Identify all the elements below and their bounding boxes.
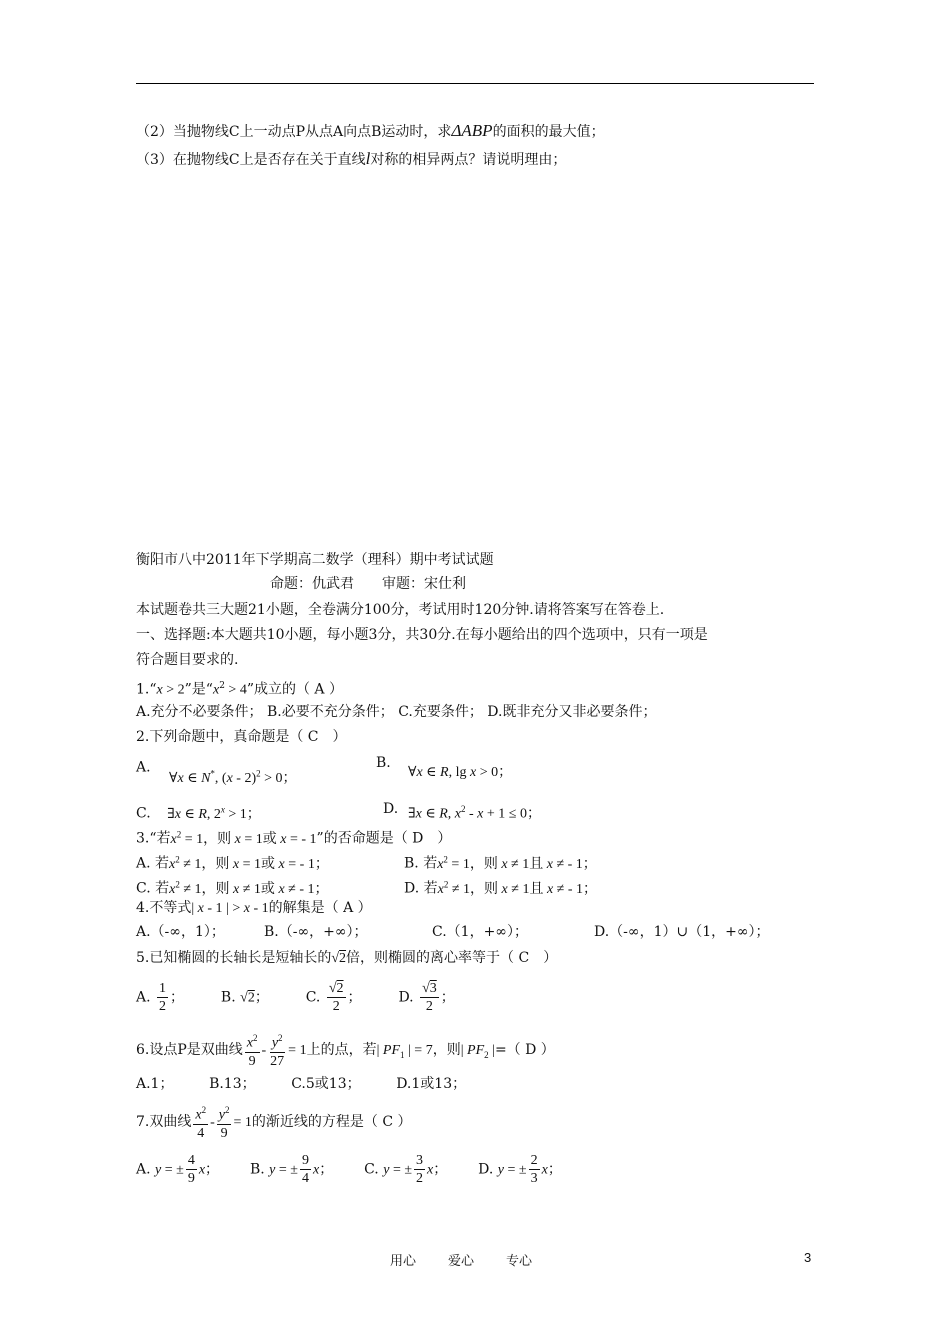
text: ”的否命题是（ D ） [316, 830, 452, 847]
question-3-options-cd: C. 若$x^2 \ne 1$，则 x ≠ 1或 x ≠ - 1； D. 若$x^2 \ne 1$，则 x ≠ 1且 x ≠ - 1； [136, 874, 329, 900]
question-4-options [136, 922, 770, 942]
exam-authors: 命题：仇武君 审题：宋仕利 [270, 576, 466, 592]
question-6: 6.设点P是双曲线 $\frac{x^2}{9}$ - $\frac{y^2}{27}$ = 1上的点，若| $PF_1$ | = 7，则| $PF_2$ |=（ D ） [136, 1030, 555, 1072]
text: 倍，则椭圆的离心率等于（ C ） [346, 950, 558, 966]
question-7: 7.双曲线 $\frac{x^2}{4}$ - $\frac{y^2}{9}$ = 1的渐近线的方程是（ C ） [136, 1102, 412, 1142]
text: 5.已知椭圆的长轴长是短轴长的 [136, 950, 332, 966]
question-2: 2.下列命题中，真命题是（ C ） [136, 729, 347, 745]
math-line-l: l [365, 149, 371, 168]
text: 7.双曲线 [136, 1113, 192, 1130]
text: 的面积的最大值； [492, 124, 605, 140]
text: 6.设点P是双曲线 [136, 1041, 243, 1058]
math: x [212, 682, 220, 698]
text: 3.“若 [136, 830, 171, 847]
text: 1.“ [136, 681, 157, 698]
option-d-label: D. 若 [404, 880, 438, 897]
option-c-label: C. [305, 989, 321, 1006]
question-7-options: A. y = ± $\frac{4}{9}$ x； B. y = ± $\frac{9}{4}$ x； C. y = ± $\frac{3}{2}$ x； D. y = ± $\frac{2}{3}$ x； [136, 1153, 562, 1186]
option-c: C.（1，+∞）； [432, 924, 528, 940]
option-c-label: C. [136, 805, 151, 822]
option-a-math: ∀x ∈ N*, (x - 2)$^2$ > 0； [169, 768, 297, 786]
footer-word: 专心 [506, 1254, 533, 1269]
option-b-label: B. [376, 755, 391, 771]
text: 对称的相异两点？请说明理由； [370, 152, 567, 168]
option-a-label: A. 若 [136, 855, 170, 872]
exam-intro: 本试题卷共三大题21小题，全卷满分100分，考试用时120分钟.请将答案写在答卷上. [136, 602, 665, 618]
section-1-heading: 一、选择题:本大题共10小题，每小题3分，共30分.在每小题给出的四个选项中，只有一项是 [136, 627, 708, 643]
option-d-label: D. [383, 801, 399, 817]
question-2-options-ab [136, 753, 513, 786]
option-a-label: A. [136, 989, 151, 1006]
text: 的渐近线的方程是（ C ） [251, 1113, 412, 1130]
option-d: D.（-∞，1）∪（1，+∞）； [594, 924, 770, 940]
question-6-options: A.1； B.13； C.5或13； D.1或13； [136, 1076, 467, 1092]
option-b-label: B. 若 [404, 855, 438, 872]
text: ，则 [432, 1041, 461, 1058]
text: （3）在抛物线C上是否存在关于直线 [136, 152, 366, 168]
option-c-label: C. [364, 1161, 379, 1178]
question-3: 3.“若$x^2 = 1$，则 x = 1或 x = - 1”的否命题是（ D ） [136, 829, 452, 847]
question-5: 5.已知椭圆的长轴长是短轴长的√2倍，则椭圆的离心率等于（ C ） [136, 950, 558, 966]
option-b-math: ∀x ∈ R, lg x > 0； [408, 765, 513, 780]
question-1: 1.“x > 2”是“$x^2 > 4$”成立的（ A ） [136, 681, 343, 698]
frac: $\frac{x^2}{9}$ [245, 1030, 260, 1070]
option-a-label: A. [136, 759, 151, 776]
frac-sqrt2-2: $\frac{√2}{2}$ [328, 981, 344, 1014]
exam-title: 衡阳市八中2011年下学期高二数学（理科）期中考试试题 [136, 552, 494, 568]
option-b-label: B. [249, 1161, 265, 1178]
section-1-heading-cont: 符合题目要求的. [136, 652, 239, 668]
text: =（ D ） [494, 1041, 555, 1058]
footer-motto [390, 1250, 564, 1269]
option-d-math: ∃x ∈ R, $x^2 - x + 1 \le 0$； [408, 804, 541, 822]
question-2-options-cd [136, 799, 541, 825]
math-triangle-abp: ΔABP [451, 121, 493, 140]
question-5-options: A. $\frac{1}{2}$ ； B. √2； C. $\frac{√2}{2}$ ； D. $\frac{√3}{2}$ ； [136, 981, 455, 1014]
question-4: 4.不等式| x - 1 | > x - 1的解集是（ A ） [136, 900, 372, 916]
frac: $\frac{y^2}{27}$ [268, 1030, 286, 1070]
text: ”成立的（ A ） [246, 681, 343, 698]
footer-word: 爱心 [448, 1254, 475, 1269]
sub-question-3 [136, 149, 566, 170]
question-3-options-ab: A. 若$x^2 \ne 1$，则 x = 1或 x = - 1； B. 若$x^2 = 1$，则 x ≠ 1且 x ≠ - 1； [136, 849, 329, 875]
frac-1-2: $\frac{1}{2}$ [159, 981, 167, 1014]
footer-word: 用心 [390, 1254, 417, 1269]
frac: $\frac{x^2}{4}$ [193, 1102, 208, 1142]
option-d: D. 若$x^2 \ne 1$，则 x ≠ 1且 x ≠ - 1； [404, 879, 598, 897]
option-c-math: ∃x ∈ R, $2^x > 1$； [167, 804, 261, 822]
option-b-label: B. [220, 989, 236, 1006]
text: 上的点，若 [306, 1041, 377, 1058]
option-a: A.（-∞，1）； [136, 924, 225, 940]
frac-sqrt3-2: $\frac{√3}{2}$ [422, 981, 437, 1014]
math: x [156, 682, 163, 698]
text: 的解集是（ A ） [268, 900, 372, 916]
frac: $\frac{2}{3}$ [530, 1153, 538, 1186]
text: （2）当抛物线C上一动点P从点A向点B运动时，求 [136, 124, 452, 140]
frac: $\frac{9}{4}$ [301, 1153, 309, 1186]
question-1-options: A.充分不必要条件； B.必要不充分条件； C.充要条件； D.既非充分又非必要条件； [136, 704, 657, 720]
option-d-label: D. [398, 989, 414, 1006]
frac: $\frac{3}{2}$ [416, 1153, 424, 1186]
text: 4.不等式 [136, 900, 192, 916]
header-rule [136, 83, 814, 84]
option-a-label: A. [136, 1161, 151, 1178]
frac: $\frac{y^2}{9}$ [217, 1102, 232, 1142]
frac: $\frac{4}{9}$ [187, 1153, 195, 1186]
option-b: B. 若$x^2 = 1$，则 x ≠ 1且 x ≠ - 1； [404, 854, 597, 872]
page-number: 3 [804, 1250, 812, 1265]
sub-question-2 [136, 121, 605, 142]
option-c-label: C. 若 [136, 880, 170, 897]
option-d-label: D. [478, 1161, 494, 1178]
text: ”是“ [184, 681, 213, 698]
option-b: B.（-∞，+∞）； [264, 924, 368, 940]
